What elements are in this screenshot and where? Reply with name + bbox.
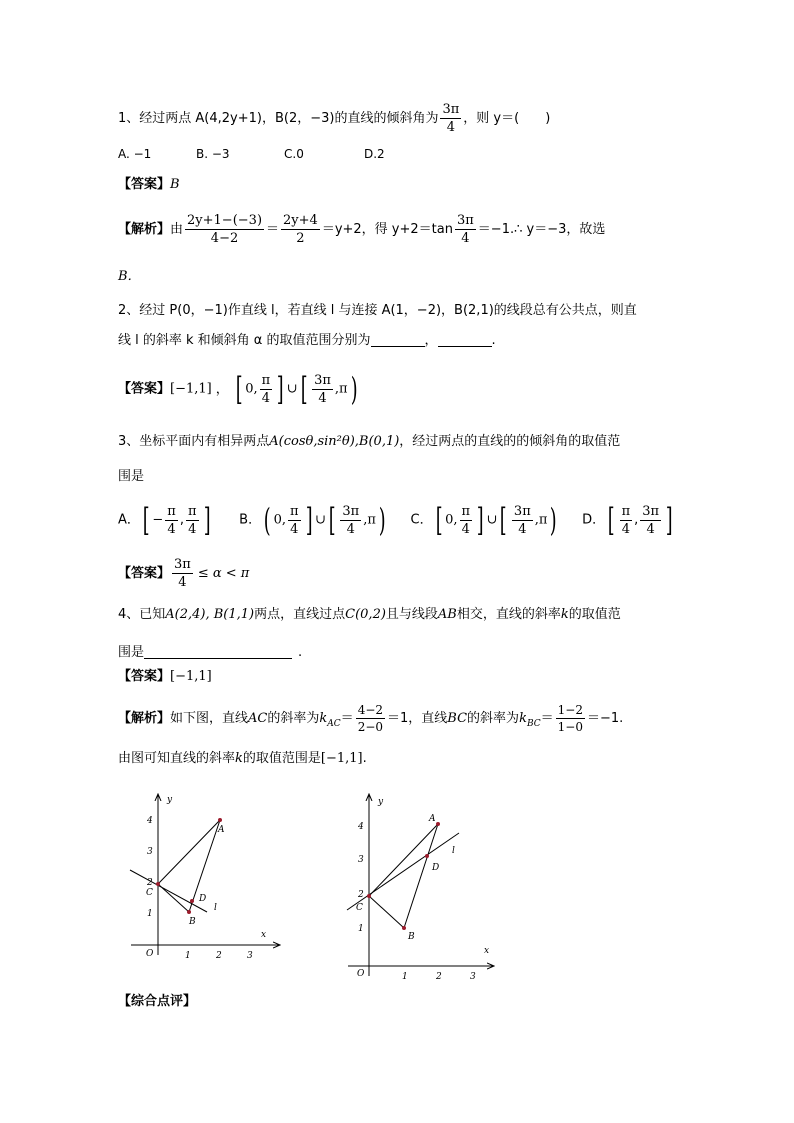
- fig1-point-d: [190, 899, 194, 903]
- q3-option-b-label: B．: [239, 512, 262, 528]
- fig1-x-label: x: [261, 930, 267, 940]
- q4-a-frac2: [556, 704, 585, 733]
- q4-mid2: 且与线段: [385, 607, 438, 622]
- fig2-ytick-4: 4: [358, 822, 364, 832]
- q1-option-c: C.0: [284, 147, 304, 161]
- q2-line2-text: 线 l 的斜率 k 和倾斜角 α 的取值范围分别为: [118, 333, 371, 348]
- q2-i1-zero: 0,: [245, 381, 258, 397]
- q2-paren-close: ): [350, 370, 358, 408]
- q1-analysis-label: 【解析】: [118, 222, 171, 237]
- fig1-segment-ca: [158, 820, 220, 884]
- q2-sep: ，: [424, 333, 438, 348]
- q4-l2-k: k: [235, 751, 243, 766]
- q3-a-close: ]: [203, 501, 211, 539]
- q3-ans-tail: ≤ α < π: [197, 566, 250, 581]
- q1-option-d: D.2: [364, 147, 385, 161]
- q1-option-a: A. −1: [118, 147, 152, 161]
- q3-b-frac1: [288, 505, 301, 536]
- fig1-label-a: A: [218, 825, 225, 835]
- q3-a-frac2: [186, 505, 199, 536]
- q3-d-n1: π: [621, 503, 631, 519]
- q4-analysis: [118, 704, 623, 733]
- fig2-ytick-2: 2: [358, 890, 364, 900]
- fig2-ytick-1: 1: [358, 924, 364, 934]
- q4-a-mid: 的斜率为: [267, 711, 320, 726]
- q3-c-zero: 0,: [445, 512, 458, 528]
- q2-blank-1[interactable]: [371, 346, 425, 347]
- q4-a-f1-num: 4−2: [357, 703, 384, 717]
- q3-c-d1: 4: [461, 521, 470, 537]
- q3-option-c: [410, 501, 560, 539]
- fig2-y-label: y: [378, 797, 384, 807]
- q3-b-open2: [: [328, 501, 336, 539]
- q1-f3-den: 4: [461, 231, 470, 246]
- q3-c-pi: ,π: [534, 512, 548, 528]
- q3-answer-frac: [172, 558, 193, 589]
- q1-frac-den: 4: [446, 120, 456, 135]
- fig2-point-a: [436, 822, 440, 826]
- q4-blank[interactable]: [144, 658, 292, 659]
- figure-2: [342, 790, 502, 980]
- q2-blank-2[interactable]: [438, 346, 492, 347]
- fig1-point-a: [218, 818, 222, 822]
- fig1-xtick-1: 1: [185, 951, 191, 960]
- q3-b-frac2: [340, 505, 361, 536]
- q4-a-bc: BC: [447, 711, 468, 726]
- q3-d-close: ]: [665, 501, 673, 539]
- q1-f2-den: 2: [296, 231, 305, 246]
- q4-line2-text: 围是: [118, 645, 145, 660]
- fig2-segment-ca: [369, 824, 438, 896]
- q1-answer: [118, 178, 180, 191]
- fig1-point-c: [156, 882, 160, 886]
- q2-i2-num: 3π: [314, 372, 331, 388]
- fig2-ytick-3: 3: [358, 855, 364, 865]
- q3-line1-post: ，经过两点的直线的的倾斜角的取值范: [399, 434, 621, 449]
- q3-c-n1: π: [461, 503, 471, 519]
- q1-fraction: [440, 103, 461, 134]
- q2-end: .: [491, 333, 496, 348]
- q2-answer-label: 【答案】: [118, 381, 171, 397]
- q2-i1-frac: [260, 374, 273, 405]
- q3-a-neg: −: [152, 512, 164, 528]
- q3-line1-pre: 3、坐标平面内有相异两点: [118, 434, 270, 449]
- q3-b-d2: 4: [346, 521, 355, 537]
- q2-bracket-open: [: [235, 370, 243, 408]
- q3-option-a-label: A．: [118, 512, 140, 528]
- fig1-line-l: [130, 870, 207, 912]
- q2-answer: [118, 370, 360, 408]
- fig2-point-c: [367, 894, 371, 898]
- q4-line2: [118, 646, 302, 659]
- q3-a-d2: 4: [188, 521, 197, 537]
- q3-b-pi: ,π: [363, 512, 376, 528]
- q3-option-d-label: D．: [582, 512, 606, 528]
- fig1-label-b: B: [189, 917, 196, 927]
- q4-analysis-line2: [118, 752, 367, 765]
- q2-answer-slope: [−1,1]: [170, 381, 212, 397]
- fig2-label-d: D: [432, 863, 440, 873]
- fig1-xtick-3: 3: [247, 951, 253, 960]
- q1-analysis-mid: ＝y+2，得 y+2＝tan: [321, 222, 453, 237]
- q4-a-f2-num: 1−2: [557, 703, 583, 717]
- fig1-label-l: l: [214, 903, 217, 913]
- q3-c-union: ∪: [486, 512, 498, 528]
- q3-b-zero: 0,: [273, 512, 286, 528]
- fig1-label-c: C: [146, 888, 153, 898]
- fig2-label-b: B: [408, 932, 415, 942]
- q4-answer-label: 【答案】: [118, 669, 171, 684]
- q1-option-b: B. −3: [196, 147, 230, 161]
- q4-a-f2-den: 1−0: [557, 720, 583, 734]
- q1-tail: ，则 y＝( ): [463, 111, 551, 126]
- fig1-segment-cb: [158, 884, 189, 912]
- q4-a-frac1: [356, 704, 385, 733]
- q2-i2-den: 4: [318, 390, 327, 406]
- q2-answer-comma: ，: [215, 381, 229, 397]
- footer-review: [118, 995, 196, 1008]
- q3-option-a: A．[ − $\frac{\pi}{4}$ , $\frac{\pi}{4}$ ]: [118, 501, 211, 539]
- q3-d-frac1: [620, 505, 633, 536]
- fig2-xtick-1: 1: [402, 972, 408, 980]
- q3-a-n2: π: [187, 503, 197, 519]
- q3-c-close1: ]: [476, 501, 484, 539]
- fig2-point-d: [425, 854, 429, 858]
- q1-stem: [118, 103, 550, 134]
- figure-1: [125, 790, 285, 960]
- q1-analysis-frac2: [281, 214, 320, 245]
- fig2-line-l: [347, 833, 459, 910]
- q1-answer-label: 【答案】: [118, 177, 171, 192]
- q4-point-c: C(0,2): [345, 607, 386, 622]
- q3-ans-num: 3π: [174, 557, 191, 572]
- fig2-x-label: x: [484, 946, 490, 956]
- q3-option-d: D．[ $\frac{\pi}{4}$ , $\frac{3\pi}{4}$ ]: [582, 501, 673, 539]
- q4-a-r1: ＝1，直线: [387, 711, 448, 726]
- q3-b-n1: π: [289, 503, 299, 519]
- q4-a-eq2: ＝: [540, 711, 554, 726]
- q1-answer-value: B: [170, 177, 180, 192]
- q3-b-close1: ]: [305, 501, 313, 539]
- q1-f3-num: 3π: [456, 213, 474, 228]
- q3-a-d1: 4: [167, 521, 176, 537]
- q1-f2-num: 2y+4: [283, 213, 318, 228]
- q3-c-n2: 3π: [513, 503, 531, 519]
- q4-a-ac: AC: [248, 711, 268, 726]
- fig2-xtick-2: 2: [436, 972, 442, 980]
- fig2-segment-cb: [369, 896, 404, 928]
- q4-pre: 4、已知: [118, 607, 166, 622]
- q4-l2-end: .: [362, 751, 367, 766]
- fig1-label-d: D: [199, 894, 207, 904]
- fig1-origin: O: [146, 949, 154, 959]
- q2-line2: [118, 334, 496, 347]
- q4-a-ksub: AC: [327, 719, 341, 729]
- q1-analysis-frac1: [185, 214, 264, 245]
- q3-d-frac2: [640, 505, 661, 536]
- q1-analysis-frac3: [455, 214, 476, 245]
- fig2-label-c: C: [356, 903, 363, 913]
- q4-l2-pre: 由图可知直线的斜率: [118, 751, 236, 766]
- q4-post: 的取值范: [568, 607, 621, 622]
- fig1-xtick-2: 2: [216, 951, 222, 960]
- fig1-ytick-4: 4: [147, 816, 153, 826]
- fig1-point-b: [187, 910, 191, 914]
- q4-a-r2: ＝−1.: [586, 711, 624, 726]
- q4-analysis-label: 【解析】: [118, 711, 171, 726]
- q3-b-union: ∪: [315, 512, 326, 528]
- q2-line1: 2、经过 P(0，−1)作直线 l，若直线 l 与连接 A(1，−2)，B(2,1)的线段总有公共点，则直: [118, 303, 637, 318]
- q2-union: ∪: [286, 381, 298, 397]
- q3-answer-label: 【答案】: [118, 566, 171, 581]
- q4-mid3: 相交，直线的斜率: [456, 607, 561, 622]
- q3-line1-math: A(cosθ,sin²θ),B(0,1): [269, 434, 400, 449]
- q3-c-close2: ): [550, 501, 558, 539]
- q3-c-open2: [: [500, 501, 508, 539]
- q4-answer: [118, 670, 212, 683]
- q1-eq: ＝: [266, 222, 280, 237]
- q2-i1-den: 4: [261, 390, 271, 406]
- fig2-point-b: [402, 926, 406, 930]
- q3-a-open: [: [142, 501, 150, 539]
- q1-text: 1、经过两点 A(4,2y+1)，B(2，−3)的直线的倾斜角为: [118, 111, 439, 126]
- q1-analysis-pre: 由: [170, 222, 184, 237]
- q3-a-frac1: [165, 505, 178, 536]
- q3-d-d2: 4: [646, 521, 655, 537]
- q3-c-open: [: [435, 501, 443, 539]
- q1-analysis-tail: ＝−1.∴ y＝−3，故选: [477, 222, 606, 237]
- q4-a-mid2: 的斜率为: [467, 711, 520, 726]
- fig1-ytick-3: 3: [147, 847, 153, 857]
- q3-option-b: [239, 501, 388, 539]
- q4-ab: AB: [437, 607, 457, 622]
- q3-option-c-label: C．: [410, 512, 433, 528]
- q3-d-d1: 4: [621, 521, 630, 537]
- q3-d-n2: 3π: [642, 503, 660, 519]
- q2-bracket-open2: [: [300, 370, 308, 408]
- q1-frac-num: 3π: [442, 102, 460, 117]
- q2-i2-frac: [312, 374, 333, 405]
- fig1-ytick-1: 1: [147, 909, 153, 919]
- q3-a-n1: π: [167, 503, 176, 519]
- footer-label: 【综合点评】: [118, 994, 197, 1009]
- q3-b-n2: 3π: [342, 503, 360, 519]
- q1-f1-den: 4−2: [210, 231, 239, 246]
- q4-points: A(2,4), B(1,1): [165, 607, 255, 622]
- fig2-origin: O: [357, 969, 365, 979]
- q4-a-k2: k: [519, 711, 527, 726]
- q4-a-eq: ＝: [340, 711, 354, 726]
- fig2-label-l: l: [452, 846, 455, 856]
- q4-a-k: k: [319, 711, 328, 726]
- fig1-y-label: y: [167, 795, 173, 805]
- q4-a-ksub2: BC: [526, 719, 541, 729]
- q2-i2-pi: ,π: [334, 381, 348, 397]
- q1-analysis-line2: B．: [118, 269, 141, 284]
- fig1-ytick-2: 2: [147, 878, 153, 888]
- q4-a-pre: 如下图，直线: [170, 711, 249, 726]
- q4-answer-value: [−1,1]: [170, 669, 212, 684]
- fig2-label-a: A: [429, 814, 436, 824]
- q3-line1: [118, 435, 620, 448]
- q2-bracket-close: ]: [276, 370, 284, 408]
- q4-a-f1-den: 2−0: [357, 720, 384, 734]
- q2-i1-num: π: [261, 372, 271, 388]
- q3-options: [118, 501, 676, 539]
- q4-line2-end: .: [298, 645, 303, 660]
- q3-ans-den: 4: [178, 575, 187, 590]
- fig2-segment-ab: [404, 824, 438, 928]
- q3-line2: 围是: [118, 469, 145, 484]
- q3-d-open: [: [607, 501, 615, 539]
- q3-c-d2: 4: [518, 521, 527, 537]
- q3-b-close2: ): [378, 501, 386, 539]
- q1-analysis: [118, 214, 605, 245]
- q3-answer: [118, 558, 249, 589]
- q4-l2-post: 的取值范围是: [242, 751, 321, 766]
- q4-line1: [118, 608, 621, 621]
- q4-l2-range: [−1,1]: [320, 751, 363, 766]
- q3-b-open: (: [263, 501, 271, 539]
- q3-b-d1: 4: [290, 521, 299, 537]
- q3-c-frac2: [512, 505, 533, 536]
- fig2-xtick-3: 3: [470, 972, 476, 980]
- q3-c-frac1: [460, 505, 473, 536]
- q1-f1-num: 2y+1−(−3): [187, 213, 263, 228]
- q4-k: k: [560, 607, 569, 622]
- q4-mid: 两点，直线过点: [254, 607, 346, 622]
